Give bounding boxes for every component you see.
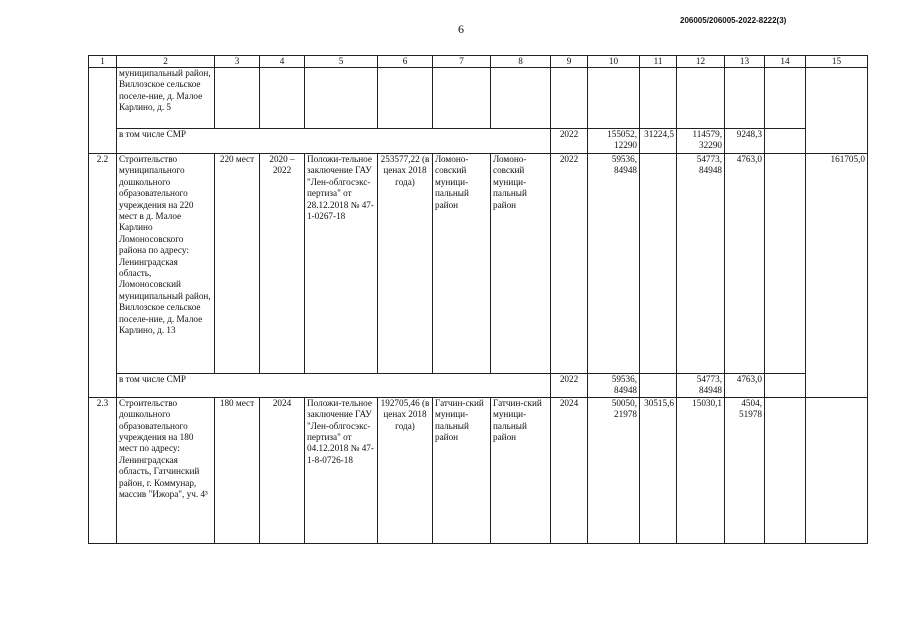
cell-local: 4763,0 (725, 154, 765, 374)
column-header: 12 (677, 56, 725, 68)
cell-remaining (806, 397, 868, 543)
cell-estimate: 192705,46 (в ценах 2018 года) (378, 397, 433, 543)
cell-description: Строительство дошкольного образовательного учреждения на 180 мест по адресу: Ленинградская область, Гатчинский район, г. Коммунар, массив "Ижора", уч. 4³ (117, 397, 215, 543)
cell-federal (640, 68, 677, 129)
cell-local: 4763,0 (725, 374, 765, 398)
cell-other (765, 129, 806, 154)
cell-customer: Ломоно-совский муници-пальный район (433, 154, 491, 374)
cell-smr-label: в том числе СМР (117, 129, 551, 154)
cell-regional: 114579, 32290 (677, 129, 725, 154)
table-row (89, 397, 868, 543)
cell-customer (433, 68, 491, 129)
cell-regional (677, 68, 725, 129)
column-header: 10 (588, 56, 640, 68)
column-header: 14 (765, 56, 806, 68)
cell-owner: Гатчин-ский муници-пальный район (491, 397, 551, 543)
cell-regional: 54773, 84948 (677, 154, 725, 374)
cell-owner (491, 68, 551, 129)
table-row (89, 154, 868, 374)
cell-estimate: 253577,22 (в ценах 2018 года) (378, 154, 433, 374)
cell-smr-label: в том числе СМР (117, 374, 551, 398)
cell-total (588, 68, 640, 129)
cell-capacity: 220 мест (215, 154, 260, 374)
cell-years: 2020 – 2022 (260, 154, 305, 374)
column-header: 8 (491, 56, 551, 68)
cell-owner: Ломоно-совский муници-пальный район (491, 154, 551, 374)
cell-regional: 54773, 84948 (677, 374, 725, 398)
header-row (89, 56, 868, 68)
table-row (89, 68, 868, 129)
cell-description: Строительство муниципального дошкольного образовательного учреждения на 220 мест в д. Малое Карлино Ломоносовского района по адресу: Ленинградская область, Ломоносовский муниципальный район, Виллозское сельское поселе-ние, д. Малое Карлино, д. 13 (117, 154, 215, 374)
column-header: 6 (378, 56, 433, 68)
column-header: 9 (551, 56, 588, 68)
document-id: 206005/206005-2022-8222(3) (680, 16, 787, 25)
cell-local (725, 68, 765, 129)
column-header: 2 (117, 56, 215, 68)
cell-local: 9248,3 (725, 129, 765, 154)
table-row-smr (89, 374, 868, 398)
cell-expertise: Положи-тельное заключение ГАУ "Лен-облгосэкс-пертиза" от 28.12.2018 № 47-1-0267-18 (305, 154, 378, 374)
cell-estimate (378, 68, 433, 129)
cell-other (765, 374, 806, 398)
cell-expertise: Положи-тельное заключение ГАУ "Лен-облгосэкс-пертиза" от 04.12.2018 № 47-1-8-0726-18 (305, 397, 378, 543)
page-number: 6 (458, 22, 464, 36)
cell-capacity (215, 68, 260, 129)
cell-federal: 30515,6 (640, 397, 677, 543)
cell-capacity: 180 мест (215, 397, 260, 543)
column-header: 3 (215, 56, 260, 68)
cell-other (765, 154, 806, 374)
cell-year (551, 68, 588, 129)
cell-years: 2024 (260, 397, 305, 543)
cell-number: 2.3 (89, 397, 117, 543)
cell-years (260, 68, 305, 129)
cell-total: 50050, 21978 (588, 397, 640, 543)
column-header: 7 (433, 56, 491, 68)
cell-total: 59536, 84948 (588, 374, 640, 398)
column-header: 4 (260, 56, 305, 68)
cell-remaining (806, 68, 868, 154)
cell-year: 2022 (551, 374, 588, 398)
cell-number: 2.2 (89, 154, 117, 398)
table-row-smr (89, 129, 868, 154)
column-header: 11 (640, 56, 677, 68)
cell-year: 2022 (551, 154, 588, 374)
cell-federal (640, 374, 677, 398)
column-header: 13 (725, 56, 765, 68)
cell-remaining: 161705,0 (806, 154, 868, 398)
cell-expertise (305, 68, 378, 129)
cell-other (765, 397, 806, 543)
column-header: 5 (305, 56, 378, 68)
cell-federal: 31224,5 (640, 129, 677, 154)
cell-year: 2022 (551, 129, 588, 154)
column-header: 1 (89, 56, 117, 68)
cell-federal (640, 154, 677, 374)
cell-year: 2024 (551, 397, 588, 543)
cell-customer: Гатчин-ский муници-пальный район (433, 397, 491, 543)
cell-other (765, 68, 806, 129)
cell-number (89, 68, 117, 154)
column-header: 15 (806, 56, 868, 68)
cell-total: 59536, 84948 (588, 154, 640, 374)
cell-regional: 15030,1 (677, 397, 725, 543)
investment-table (88, 55, 868, 544)
cell-description: муниципальный район, Виллозское сельское поселе-ние, д. Малое Карлино, д. 5 (117, 68, 215, 129)
cell-local: 4504, 51978 (725, 397, 765, 543)
cell-total: 155052, 12290 (588, 129, 640, 154)
